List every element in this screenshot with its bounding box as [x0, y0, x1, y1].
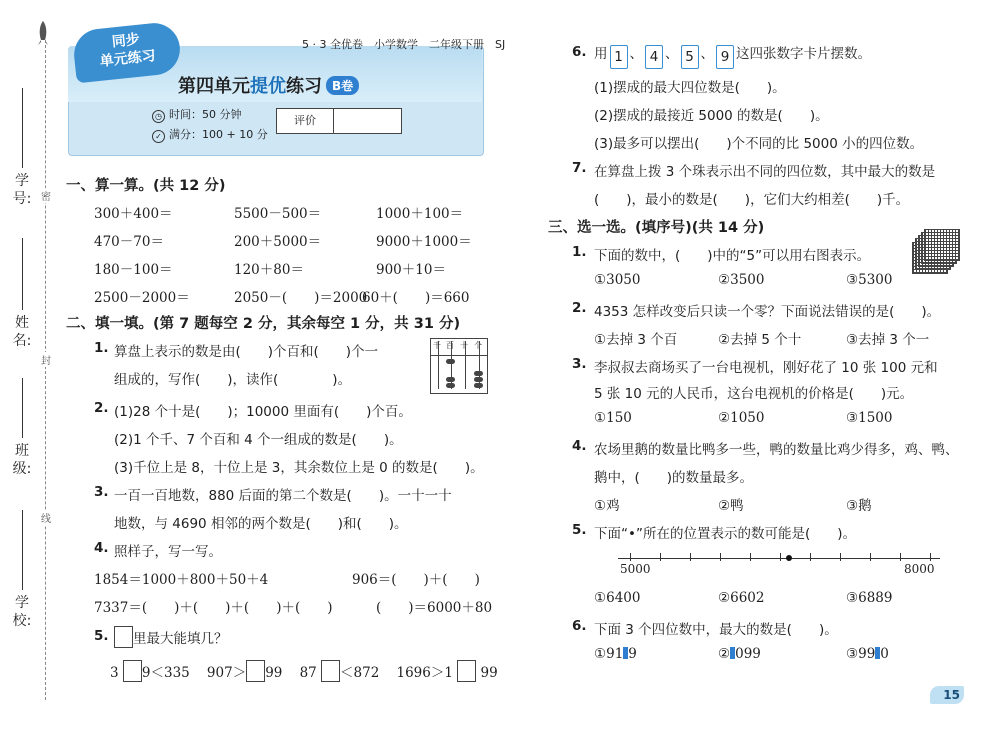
- calc-2-2: 200＋5000＝: [234, 234, 322, 250]
- q3-3-option-2: ②1050: [718, 410, 765, 426]
- time-limit: ◷ 时间：50 分钟: [152, 106, 242, 123]
- calc-4-2: 2050－( )＝2000: [234, 290, 368, 306]
- q3-1-option-2: ②3500: [718, 272, 765, 288]
- q3-6-text: 下面 3 个四位数中，最大的数是( )。: [594, 622, 838, 638]
- tick: [690, 553, 691, 561]
- q3-6-option-1: ①91 9: [594, 646, 637, 662]
- calc-4-1: 2500－2000＝: [94, 290, 190, 306]
- calc-3-3: 900＋10＝: [376, 262, 446, 278]
- tick: [720, 553, 721, 561]
- cut-word-mi: 密: [40, 188, 52, 203]
- q3-2-text: 4353 怎样改变后只读一个零？下面说法错误的是( )。: [594, 304, 941, 320]
- cut-word-feng: 封: [40, 352, 52, 367]
- q2-1-line1: 算盘上表示的数是由( )个百和( )个一: [114, 344, 379, 360]
- clock-icon: ◷: [152, 110, 165, 123]
- q2-2-number: 2.: [94, 400, 109, 416]
- section-2-heading: 二、填一填。(第 7 题每空 2 分，其余每空 1 分，共 31 分): [66, 316, 461, 332]
- digit-card: 5: [681, 45, 699, 69]
- number-line: [618, 558, 940, 559]
- q2-4-item2: 7337＝( )＋( )＋( )＋( ): [94, 600, 333, 616]
- q3-3-option-3: ③1500: [846, 410, 893, 426]
- q2-4-instruction: 照样子，写一写。: [114, 544, 222, 560]
- abacus-figure: 千 百 十 个: [430, 338, 488, 394]
- q3-4-option-1: ①鸡: [594, 498, 620, 514]
- q3-2-option-1: ①去掉 3 个百: [594, 332, 678, 348]
- calc-3-1: 180－100＝: [94, 262, 173, 278]
- school-label: 学校:: [12, 595, 32, 629]
- student-id-label: 学号:: [12, 173, 32, 207]
- rocket-icon: [36, 20, 50, 46]
- digit-card: 4: [645, 45, 663, 69]
- q2-6-part3: (3)最多可以摆出( )个不同的比 5000 小的四位数。: [594, 136, 924, 152]
- class-label: 班级:: [12, 443, 32, 477]
- digit-card: 1: [610, 45, 628, 69]
- q3-4-line1: 农场里鹅的数量比鸭多一些，鸭的数量比鸡少得多，鸡、鸭、: [594, 442, 959, 458]
- q2-7-line1: 在算盘上拨 3 个珠表示出不同的四位数，其中最大的数是: [594, 164, 936, 180]
- page-title: 第四单元提优练习 B卷: [178, 72, 359, 98]
- q3-6-option-3: ③99 0: [846, 646, 889, 662]
- q3-1-text: 下面的数中，( )中的“5”可以用右图表示。: [594, 248, 871, 264]
- number-line-start: 5000: [620, 562, 651, 576]
- full-score: ✓ 满分：100 + 10 分: [152, 126, 268, 143]
- q2-5-instruction: 里最大能填几？: [114, 626, 228, 648]
- q3-3-line2: 5 张 10 元的人民币，这台电视机的价格是( )元。: [594, 386, 914, 402]
- student-id-line: [22, 88, 23, 168]
- q3-1-option-1: ①3050: [594, 272, 641, 288]
- q3-6-number: 6.: [572, 618, 587, 634]
- q2-1-line2: 组成的，写作( )，读作( )。: [114, 372, 352, 388]
- q2-6-number: 6.: [572, 44, 587, 60]
- page-number: 15: [930, 686, 964, 704]
- calc-3-2: 120＋80＝: [234, 262, 304, 278]
- q2-2-part3: (3)千位上是 8，十位上是 3，其余数位上是 0 的数是( )。: [114, 460, 484, 476]
- q2-5-number: 5.: [94, 628, 109, 644]
- q3-5-number: 5.: [572, 522, 587, 538]
- q3-5-text: 下面“•”所在的位置表示的数可能是( )。: [594, 526, 856, 542]
- q2-7-number: 7.: [572, 160, 587, 176]
- q2-1-number: 1.: [94, 340, 109, 356]
- blank-box[interactable]: [123, 660, 142, 682]
- section-1-heading: 一、算一算。(共 12 分): [66, 178, 226, 194]
- calc-1-3: 1000＋100＝: [376, 206, 464, 222]
- name-line: [22, 238, 23, 310]
- blank-box: [114, 626, 133, 648]
- calc-4-3: 60＋( )＝660: [362, 290, 470, 306]
- q2-3-number: 3.: [94, 484, 109, 500]
- calc-1-2: 5500－500＝: [234, 206, 322, 222]
- blank-box[interactable]: [246, 660, 265, 682]
- number-line-end: 8000: [904, 562, 935, 576]
- q2-4-item1: 906＝( )＋( ): [352, 572, 480, 588]
- q2-2-part1: (1)28 个十是( )；10000 里面有( )个百。: [114, 404, 412, 420]
- calc-1-1: 300＋400＝: [94, 206, 173, 222]
- q2-5-items: 3 9＜335 907＞ 99 87 ＜872 1696＞1 99: [110, 660, 498, 682]
- thousand-cubes-figure: [912, 228, 960, 274]
- section-3-heading: 三、选一选。(填序号)(共 14 分): [548, 220, 765, 236]
- tick: [900, 553, 901, 561]
- q2-4-number: 4.: [94, 540, 109, 556]
- q3-5-option-2: ②6602: [718, 590, 765, 606]
- q3-2-number: 2.: [572, 300, 587, 316]
- q2-6-part2: (2)摆成的最接近 5000 的数是( )。: [594, 108, 829, 124]
- q3-5-option-1: ①6400: [594, 590, 641, 606]
- q2-3-line2: 地数，与 4690 相邻的两个数是( )和( )。: [114, 516, 408, 532]
- q3-4-option-2: ②鸭: [718, 498, 744, 514]
- q3-2-option-3: ③去掉 3 个一: [846, 332, 930, 348]
- q3-5-option-3: ③6889: [846, 590, 893, 606]
- version-badge: B卷: [326, 76, 359, 95]
- tick: [810, 553, 811, 561]
- calc-2-1: 470－70＝: [94, 234, 164, 250]
- tick: [840, 553, 841, 561]
- q2-6-part1: (1)摆成的最大四位数是( )。: [594, 80, 786, 96]
- q2-2-part2: (2)1 个千、7 个百和 4 个一组成的数是( )。: [114, 432, 403, 448]
- class-line: [22, 378, 23, 438]
- q2-4-example: 1854＝1000＋800＋50＋4: [94, 572, 269, 588]
- school-line: [22, 510, 23, 590]
- q2-3-line1: 一百一百地数，880 后面的第二个数是( )。一十一十: [114, 488, 452, 504]
- q2-7-line2: ( )，最小的数是( )，它们大约相差( )千。: [594, 192, 910, 208]
- q2-6-line: 用 1 、 4 、 5 、 9 这四张数字卡片摆数。: [594, 42, 871, 69]
- tick: [660, 553, 661, 561]
- digit-card: 9: [716, 45, 734, 69]
- q3-1-number: 1.: [572, 244, 587, 260]
- q3-4-number: 4.: [572, 438, 587, 454]
- tick: [630, 553, 631, 561]
- q2-4-item3: ( )＝6000＋80: [376, 600, 493, 616]
- blank-box[interactable]: [321, 660, 340, 682]
- name-label: 姓名:: [12, 315, 32, 349]
- position-dot: [786, 555, 792, 561]
- sync-unit-badge: 同步 单元练习: [72, 21, 183, 84]
- tick: [870, 553, 871, 561]
- evaluation-box: 评价: [276, 108, 402, 134]
- q3-3-option-1: ①150: [594, 410, 632, 426]
- q3-3-number: 3.: [572, 356, 587, 372]
- tick: [750, 553, 751, 561]
- q3-1-option-3: ③5300: [846, 272, 893, 288]
- q3-6-option-2: ② 099: [718, 646, 761, 662]
- calc-2-3: 9000＋1000＝: [376, 234, 472, 250]
- tick: [780, 553, 781, 561]
- q3-4-option-3: ③鹅: [846, 498, 872, 514]
- check-circle-icon: ✓: [152, 130, 165, 143]
- q3-3-line1: 李叔叔去商场买了一台电视机，刚好花了 10 张 100 元和: [594, 360, 938, 376]
- cut-line: [45, 40, 46, 700]
- q3-2-option-2: ②去掉 5 个十: [718, 332, 802, 348]
- tick: [930, 553, 931, 561]
- series-info: 5 · 3 全优卷 小学数学 二年级下册 SJ: [302, 38, 506, 51]
- q3-4-line2: 鹅中，( )的数量最多。: [594, 470, 754, 486]
- cut-word-xian: 线: [40, 510, 52, 525]
- blank-box[interactable]: [457, 660, 476, 682]
